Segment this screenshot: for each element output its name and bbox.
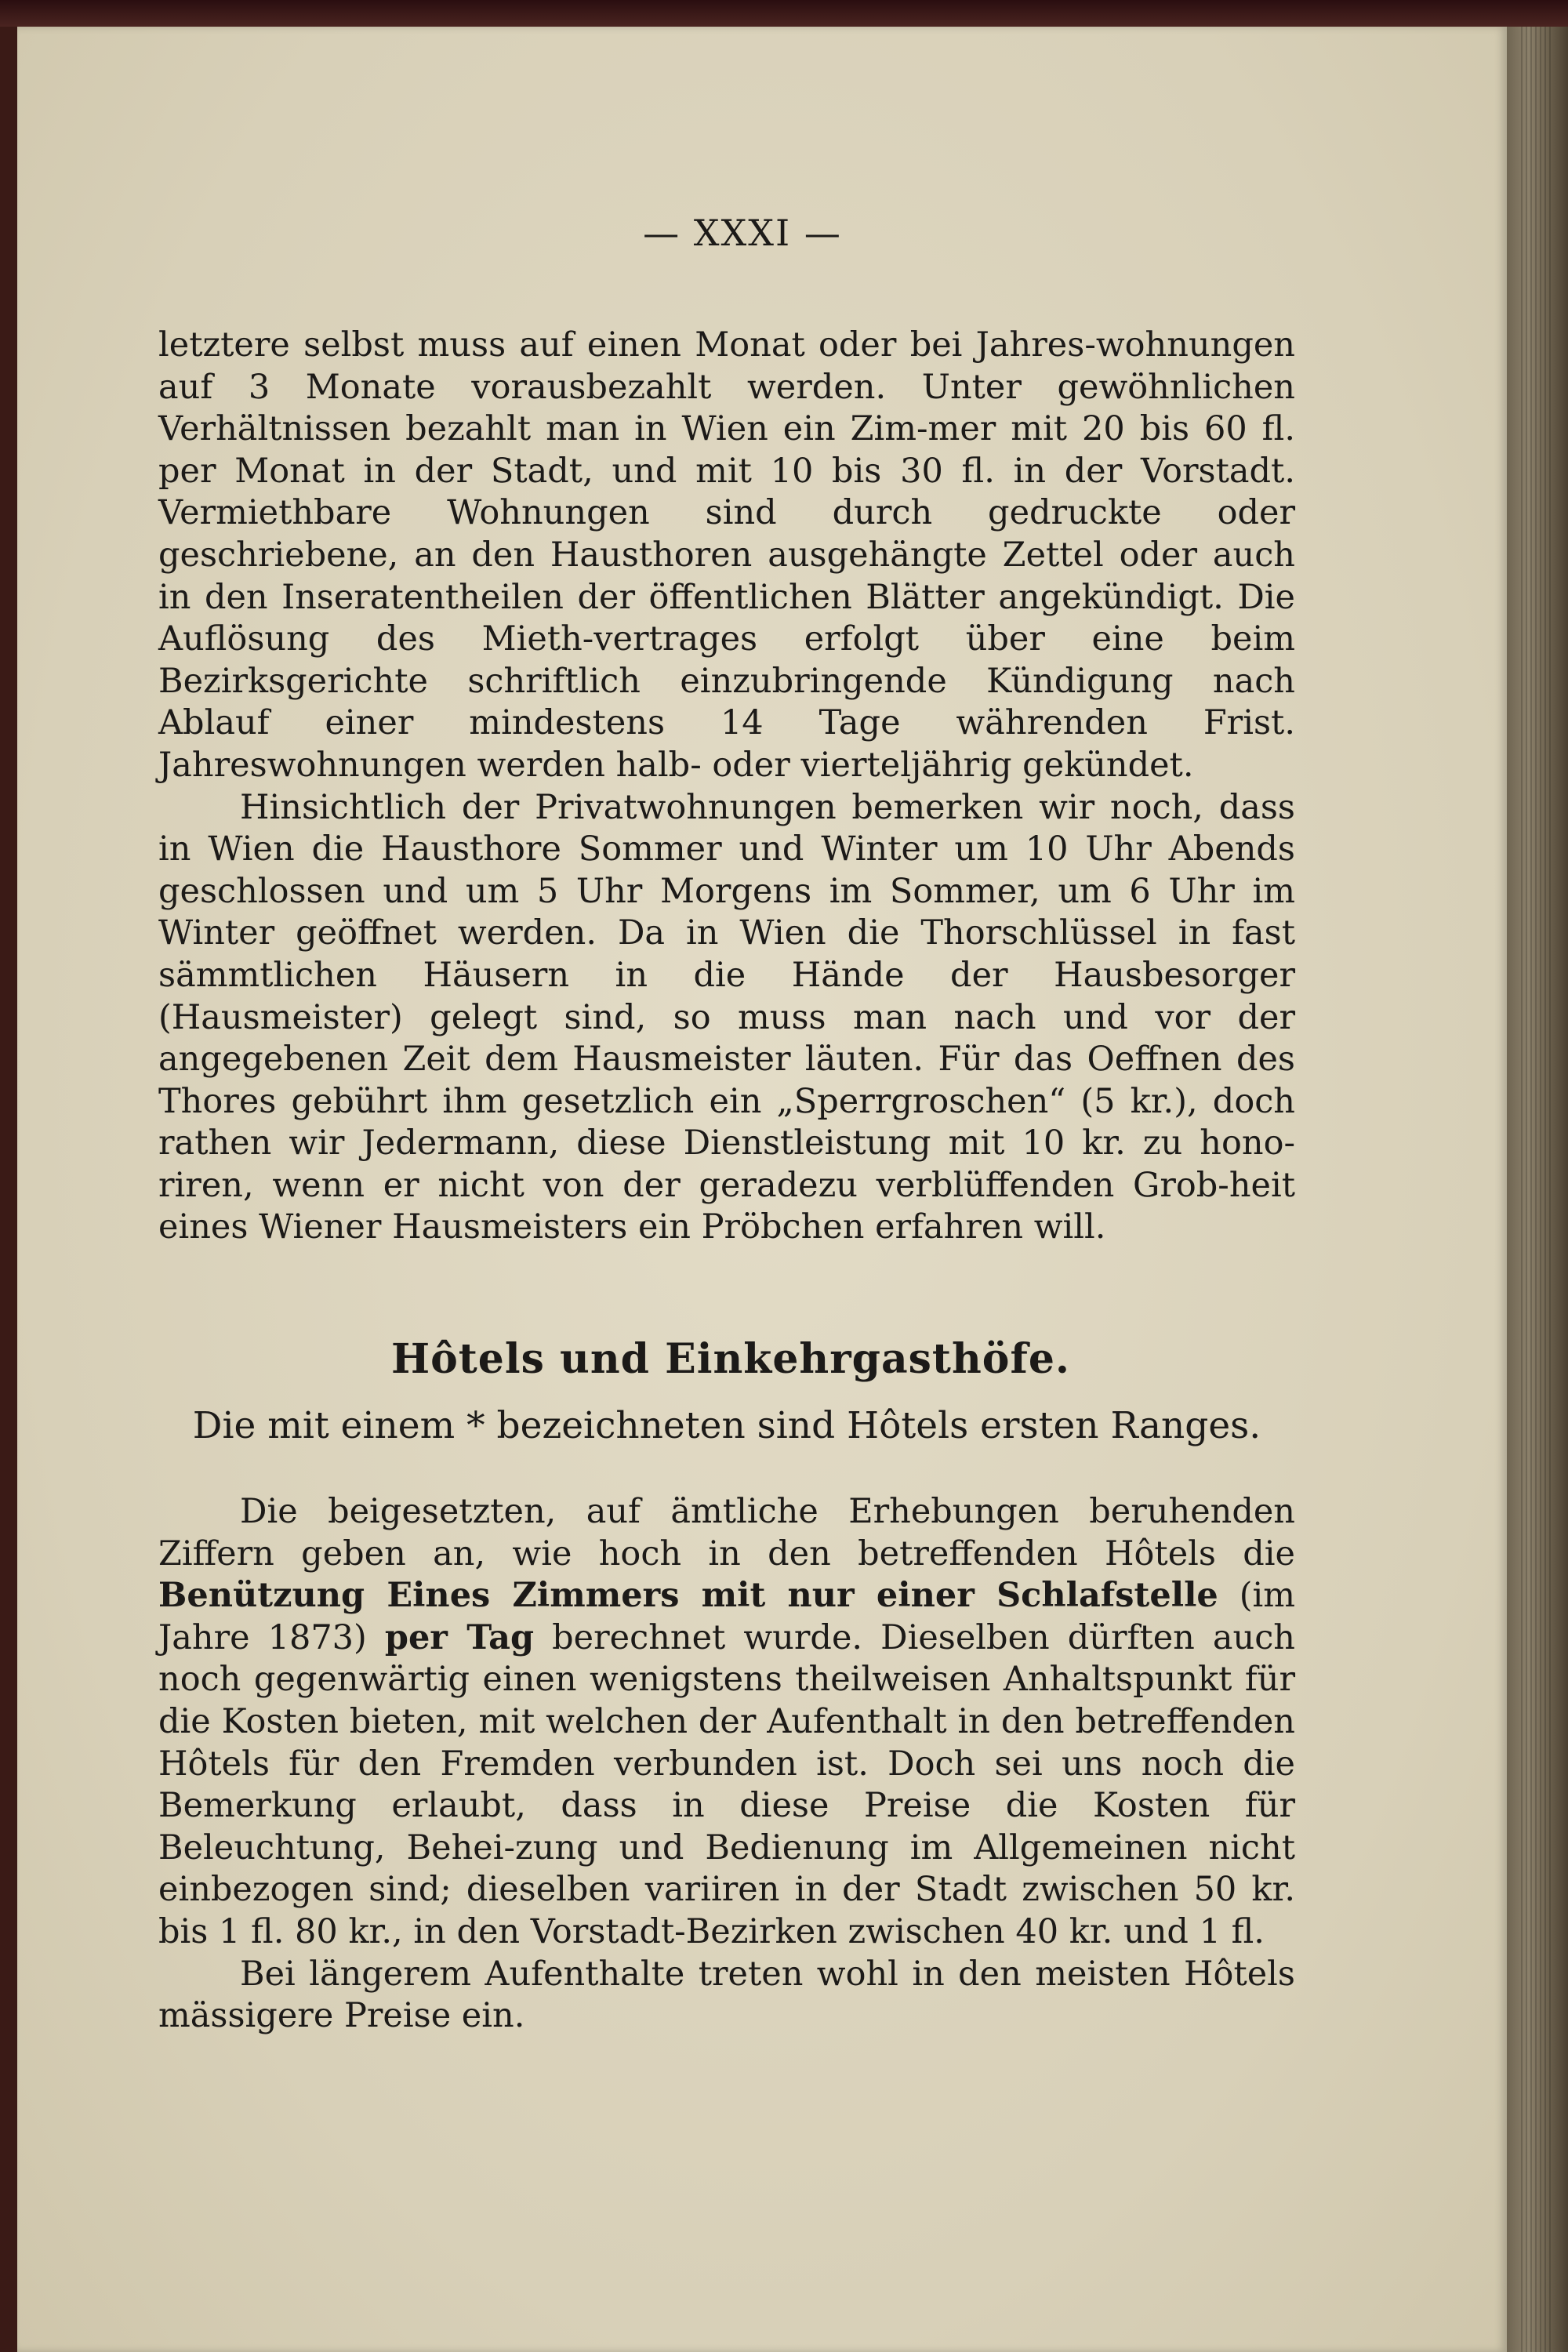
text-run: Die beigesetzten, auf ämtliche Erhebungen beruhenden Ziffern geben an, wie hoch in den betreffenden Hôtels die <box>158 1492 1295 1573</box>
section-title: Hôtels und Einkehrgasthöfe. <box>390 1335 1071 1384</box>
page-edges <box>1521 27 1552 2352</box>
bold-run: per Tag <box>384 1617 535 1657</box>
text-run: (im Jahre 1873) <box>158 1576 1295 1657</box>
page-number: — XXXI — <box>643 212 842 254</box>
section-subtitle: Die mit einem * bezeichneten sind Hôtels ersten Ranges. <box>192 1404 1261 1448</box>
page-content <box>158 212 1295 2038</box>
paragraph-hotel-prices <box>158 1491 1295 1954</box>
paragraph-rent-terms: letztere selbst muss auf einen Monat oder bei Jahres-wohnungen auf 3 Monate vorausbezahlt werden. Unter gewöhnlichen Verhältnissen bezahlt man in Wien ein Zim-mer mit 20 bis 60 fl. per Monat in der Stadt, und mit 10 bis 30 fl. in der Vorstadt. Vermiethbare Wohnungen sind durch gedruckte oder geschriebene, an den Hausthoren ausgehängte Zettel oder auch in den Inseratentheilen der öffentlichen Blätter angekündigt. Die Auflösung des Mieth-vertrages erfolgt über eine beim Bezirksgerichte schriftlich einzubringende Kündigung nach Ablauf einer mindestens 14 Tage währenden Frist. Jahreswohnungen werden halb- oder vierteljährig gekündet. <box>158 325 1295 785</box>
bold-run: Benützung Eines Zimmers mit nur einer Schlafstelle <box>158 1576 1218 1616</box>
paragraph-long-stay: Bei längerem Aufenthalte treten wohl in den meisten Hôtels mässigere Preise ein. <box>158 1954 1295 2036</box>
paragraph-house-doors: Hinsichtlich der Privatwohnungen bemerken wir noch, dass in Wien die Hausthore Sommer und Winter um 10 Uhr Abends geschlossen und um 5 Uhr Morgens im Sommer, um 6 Uhr im Winter geöffnet werden. Da in Wien die Thorschlüssel in fast sämmtlichen Häusern in die Hände der Hausbesorger (Hausmeister) gelegt sind, so muss man nach und vor der angegebenen Zeit dem Hausmeister läuten. Für das Oeffnen des Thores gebührt ihm gesetzlich ein „Sperrgroschen“ (5 kr.), doch rathen wir Jedermann, diese Dienstleistung mit 10 kr. zu hono-riren, wenn er nicht von der geradezu verblüffenden Grob-heit eines Wiener Hausmeisters ein Pröbchen erfahren will. <box>158 787 1295 1247</box>
book-top-edge <box>0 0 1568 27</box>
text-run: berechnet wurde. Dieselben dürften auch noch gegenwärtig einen wenigstens theilweisen Anhaltspunkt für die Kosten bieten, mit welchen der Aufenthalt in den betreffenden Hôtels für den Fremden verbunden ist. Doch sei uns noch die Bemerkung erlaubt, dass in diese Preise die Kosten für Beleuchtung, Behei-zung und Bedienung im Allgemeinen nicht einbezogen sind; dieselben variiren in der Stadt zwischen 50 kr. bis 1 fl. 80 kr., in den Vorstadt-Bezirken zwischen 40 kr. und 1 fl. <box>158 1617 1296 1951</box>
